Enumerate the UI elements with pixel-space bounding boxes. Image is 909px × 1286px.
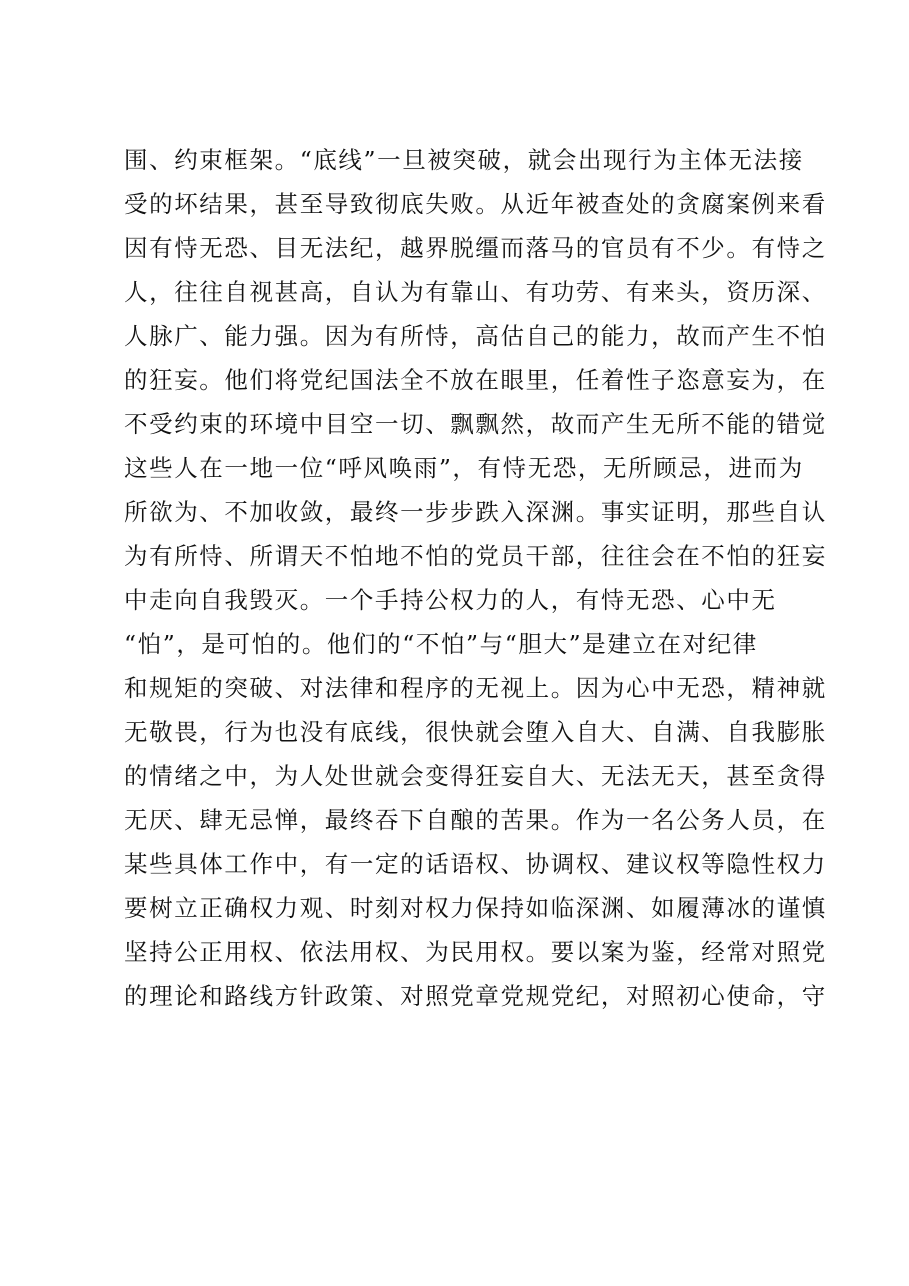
text-line: 某些具体工作中，有一定的话语权、协调权、建议权等隐性权力	[124, 850, 827, 878]
text-line: 这些人在一地一位“呼风唤雨”，有恃无恐，无所顾忌，进而为	[124, 454, 804, 482]
text-line: 无厌、肆无忌惮，最终吞下自酿的苦果。作为一名公务人员，在	[124, 806, 827, 834]
text-line: 人脉广、能力强。因为有所恃，高估自己的能力，故而产生不怕	[124, 322, 827, 350]
text-line: 不受约束的环境中目空一切、飘飘然，故而产生无所不能的错觉	[124, 410, 827, 438]
text-line: 中走向自我毁灭。一个手持公权力的人，有恃无恐、心中无	[124, 586, 777, 614]
text-line: 人，往往自视甚高，自认为有靠山、有功劳、有来头，资历深、	[124, 278, 827, 306]
text-line: 因有恃无恐、目无法纪，越界脱缰而落马的官员有不少。有恃之	[124, 234, 827, 262]
text-line: 所欲为、不加收敛，最终一步步跌入深渊。事实证明，那些自认	[124, 498, 827, 526]
text-line: 无敬畏，行为也没有底线，很快就会堕入自大、自满、自我膨胀	[124, 718, 827, 746]
text-line: 和规矩的突破、对法律和程序的无视上。因为心中无恐，精神就	[124, 674, 827, 702]
text-line: 为有所恃、所谓天不怕地不怕的党员干部，往往会在不怕的狂妄	[124, 542, 827, 570]
text-line: 的情绪之中，为人处世就会变得狂妄自大、无法无天，甚至贪得	[124, 762, 827, 790]
text-line: 受的坏结果，甚至导致彻底失败。从近年被查处的贪腐案例来看	[124, 190, 827, 218]
text-line: 的理论和路线方针政策、对照党章党规党纪，对照初心使命，守	[124, 982, 827, 1010]
text-line: 要树立正确权力观、时刻对权力保持如临深渊、如履薄冰的谨慎	[124, 894, 827, 922]
text-line: 的狂妄。他们将党纪国法全不放在眼里，任着性子恣意妄为，在	[124, 366, 827, 394]
text-line: 围、约束框架。“底线”一旦被突破，就会出现行为主体无法接	[124, 146, 804, 174]
text-line: 坚持公正用权、依法用权、为民用权。要以案为鉴，经常对照党	[124, 938, 827, 966]
text-line: “怕”，是可怕的。他们的“不怕”与“胆大”是建立在对纪律	[124, 630, 758, 658]
body-text	[124, 138, 827, 1018]
